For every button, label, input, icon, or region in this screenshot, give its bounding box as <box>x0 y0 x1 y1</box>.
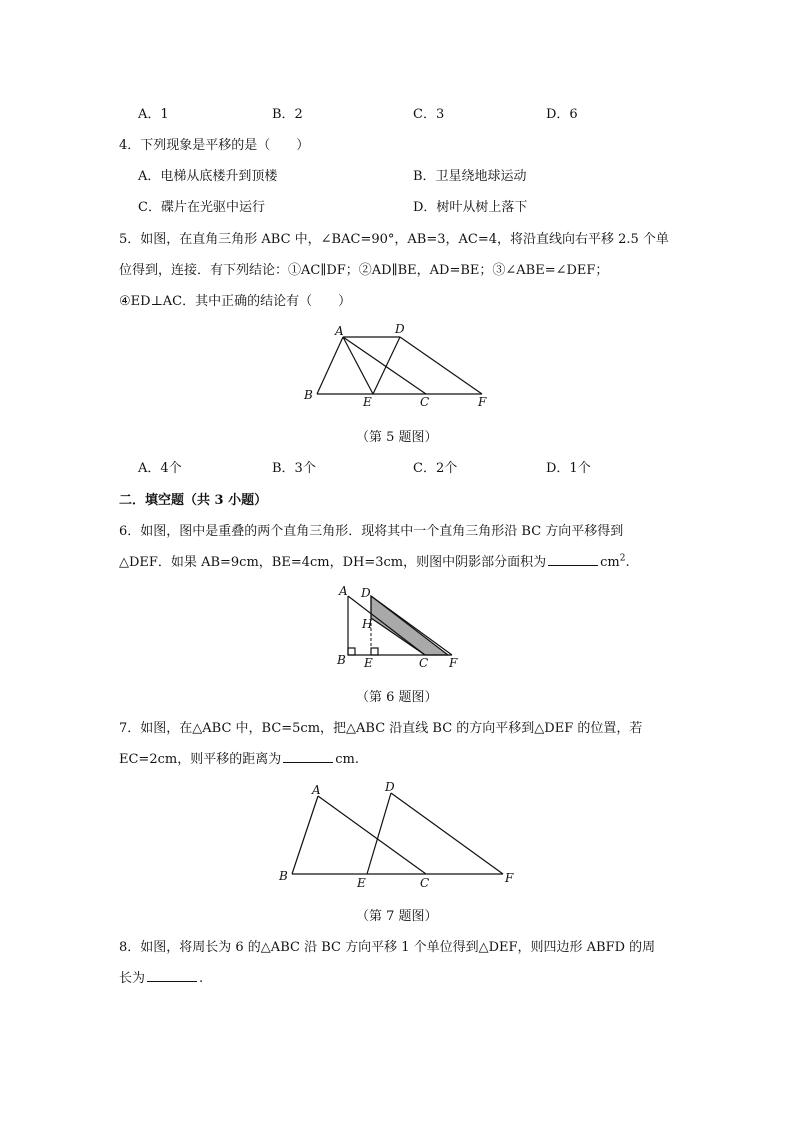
q7-unit: cm. <box>335 752 359 767</box>
q5-option-d: D．1个 <box>546 461 591 476</box>
q8-answer-blank[interactable] <box>147 969 197 982</box>
q8-stem-line1: 8．如图，将周长为 6 的△ABC 沿 BC 方向平移 1 个单位得到△DEF，则四边形 ABFD 的周 <box>119 940 656 955</box>
q5-label-e: E <box>363 395 372 409</box>
q4-stem: 4．下列现象是平移的是（ ） <box>119 138 310 153</box>
q5-stem-line1: 5．如图，在直角三角形 ABC 中，∠BAC=90°，AB=3，AC=4，将沿直线向右平移 2.5 个单 <box>119 232 669 247</box>
q6-end: . <box>625 555 630 570</box>
q5-label-d: D <box>395 322 405 336</box>
q3-option-d: D．6 <box>546 107 578 122</box>
q6-label-a: A <box>339 584 348 598</box>
q7-stem-line1: 7．如图，在△ABC 中，BC=5cm，把△ABC 沿直线 BC 的方向平移到△DEF 的位置，若 <box>119 721 643 736</box>
q6-stem-text: △DEF．如果 AB=9cm，BE=4cm，DH=3cm，则图中阴影部分面积为 <box>119 555 547 570</box>
q7-label-b: B <box>279 869 288 883</box>
q5-label-a: A <box>335 324 344 338</box>
q4-option-c: C．碟片在光驱中运行 <box>138 200 265 215</box>
q3-option-b: B．2 <box>272 107 303 122</box>
q7-label-d: D <box>385 780 395 794</box>
q7-label-e: E <box>357 876 366 890</box>
q8-stem-line2 <box>119 967 203 986</box>
q3-option-c: C．3 <box>413 107 445 122</box>
q6-label-b: B <box>337 653 346 667</box>
q5-caption: （第 5 题图） <box>356 430 438 445</box>
q7-label-a: A <box>312 783 321 797</box>
q7-label-c: C <box>420 876 430 890</box>
q7-label-f: F <box>505 871 514 885</box>
q3-option-a: A．1 <box>138 107 169 122</box>
q4-option-b: B．卫星绕地球运动 <box>413 169 527 184</box>
q6-label-c: C <box>419 656 429 670</box>
q6-label-d: D <box>361 586 371 600</box>
q6-label-f: F <box>449 656 458 670</box>
q4-option-d: D．树叶从树上落下 <box>413 200 528 215</box>
section-heading: 二．填空题（共 3 小题） <box>119 493 268 508</box>
q5-label-c: C <box>420 395 430 409</box>
q6-unit: cm <box>600 555 620 570</box>
q5-stem-line3: ④ED⊥AC．其中正确的结论有（ ） <box>119 294 352 309</box>
q7-stem-text: EC=2cm，则平移的距离为 <box>119 752 282 767</box>
q5-label-b: B <box>304 388 313 402</box>
q5-stem-line2: 位得到，连接．有下列结论：①AC∥DF；②AD∥BE，AD=BE；③∠ABE=∠DEF； <box>119 263 609 278</box>
q6-label-h: H <box>362 617 373 631</box>
q7-caption: （第 7 题图） <box>356 909 438 924</box>
q6-caption: （第 6 题图） <box>356 690 438 705</box>
q6-unit-sup: 2 <box>619 553 626 564</box>
q5-option-b: B．3个 <box>272 461 316 476</box>
q5-label-f: F <box>478 395 487 409</box>
q5-option-a: A．4个 <box>138 461 182 476</box>
q6-label-e: E <box>364 656 373 670</box>
q8-stem-text: 长为 <box>119 971 146 986</box>
q6-stem-line1: 6．如图，图中是重叠的两个直角三角形．现将其中一个直角三角形沿 BC 方向平移得到 <box>119 524 624 539</box>
q4-option-a: A．电梯从底楼升到顶楼 <box>138 169 278 184</box>
q5-option-c: C．2个 <box>413 461 458 476</box>
q8-end: . <box>199 971 204 986</box>
